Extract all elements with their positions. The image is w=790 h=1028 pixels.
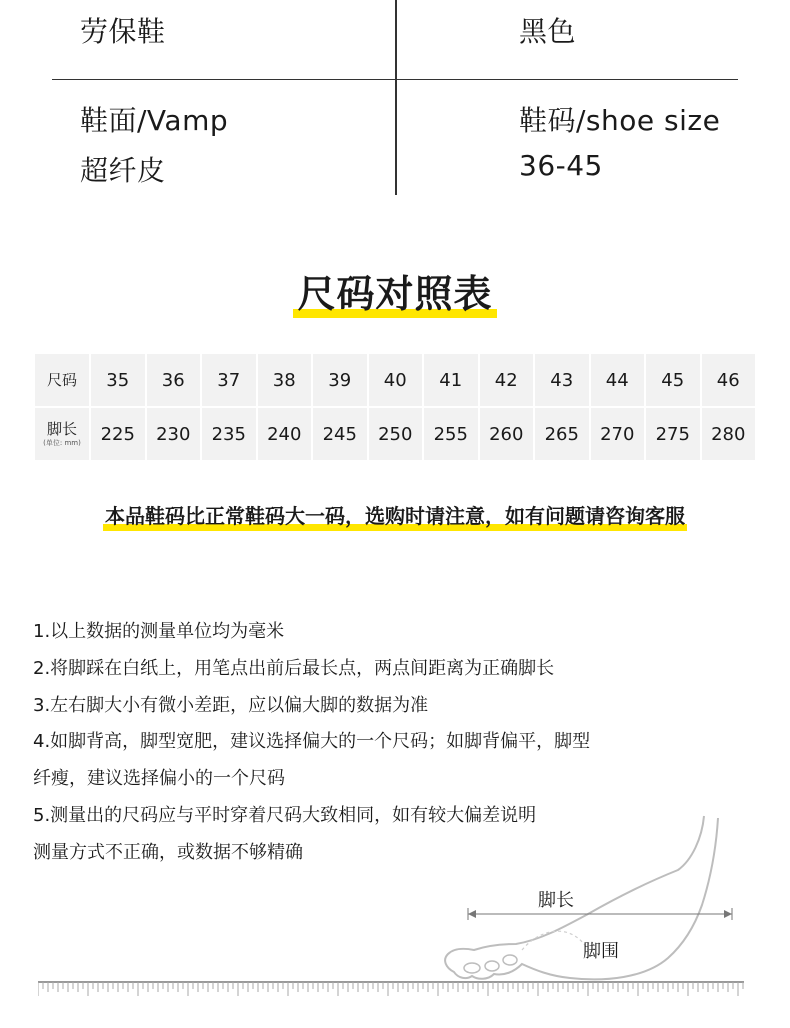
table-row-lengths: [35, 408, 755, 460]
length-cell: 235: [202, 408, 256, 460]
shoe-size-label: 鞋码/shoe size: [519, 104, 721, 137]
length-arrow-head-left: [468, 910, 476, 918]
row-label-length-text: 脚长: [46, 420, 77, 438]
note-line: 3.左右脚大小有微小差距，应以偏大脚的数据为准: [33, 694, 429, 716]
size-table: [33, 352, 757, 462]
girth-line: [522, 931, 588, 950]
length-cell: 265: [535, 408, 589, 460]
size-cell: 37: [202, 354, 256, 406]
color-label: 黑色: [519, 15, 577, 48]
size-notice: [103, 500, 687, 532]
foot-length-label: 脚长: [538, 890, 574, 911]
size-chart-title-text: 尺码对照表: [297, 272, 493, 316]
toe: [485, 961, 499, 971]
foot-outline: [445, 816, 718, 979]
note-line: 5.测量出的尺码应与平时穿着尺码大致相同，如有较大偏差说明: [33, 804, 537, 826]
size-cell: 40: [369, 354, 423, 406]
size-cell: 36: [147, 354, 201, 406]
size-cell: 45: [646, 354, 700, 406]
length-cell: 270: [591, 408, 645, 460]
row-label-length: [35, 408, 89, 460]
length-cell: 240: [258, 408, 312, 460]
vamp-value: 超纤皮: [80, 154, 166, 187]
size-cell: 35: [91, 354, 145, 406]
table-row-sizes: [35, 354, 755, 406]
type-label: 劳保鞋: [80, 15, 166, 48]
size-cell: 41: [424, 354, 478, 406]
size-notice-text: 本品鞋码比正常鞋码大一码，选购时请注意，如有问题请咨询客服: [105, 504, 685, 528]
spec-divider-horizontal: [52, 79, 738, 80]
spec-divider-vertical: [395, 0, 397, 195]
note-line: 4.如脚背高，脚型宽肥，建议选择偏大的一个尺码；如脚背偏平，脚型: [33, 731, 591, 753]
size-cell: 38: [258, 354, 312, 406]
length-cell: 250: [369, 408, 423, 460]
size-chart-title: [293, 268, 496, 320]
length-arrow-head-right: [724, 910, 732, 918]
length-cell: 260: [480, 408, 534, 460]
row-label-size: 尺码: [35, 354, 89, 406]
size-cell: 44: [591, 354, 645, 406]
length-cell: 280: [702, 408, 756, 460]
note-line: 测量方式不正确，或数据不够精确: [33, 841, 303, 863]
shoe-size-value: 36-45: [519, 149, 603, 182]
length-cell: 230: [147, 408, 201, 460]
size-chart-title-wrap: [0, 268, 790, 320]
toe: [464, 963, 480, 973]
size-cell: 46: [702, 354, 756, 406]
size-cell: 39: [313, 354, 367, 406]
size-cell: 42: [480, 354, 534, 406]
length-cell: 245: [313, 408, 367, 460]
size-cell: 43: [535, 354, 589, 406]
foot-diagram: [440, 810, 760, 1000]
note-line: 1.以上数据的测量单位均为毫米: [33, 621, 285, 642]
note-line: 纤瘦，建议选择偏小的一个尺码: [33, 768, 285, 790]
length-cell: 225: [91, 408, 145, 460]
size-notice-wrap: [0, 500, 790, 532]
toe: [503, 955, 517, 965]
note-line: 2.将脚踩在白纸上，用笔点出前后最长点，两点间距离为正确脚长: [33, 657, 555, 679]
length-cell: 275: [646, 408, 700, 460]
ruler: [38, 980, 744, 1000]
length-cell: 255: [424, 408, 478, 460]
row-label-length-unit: (单位: mm): [43, 439, 81, 447]
foot-girth-label: 脚围: [583, 941, 619, 962]
vamp-label: 鞋面/Vamp: [80, 104, 229, 137]
